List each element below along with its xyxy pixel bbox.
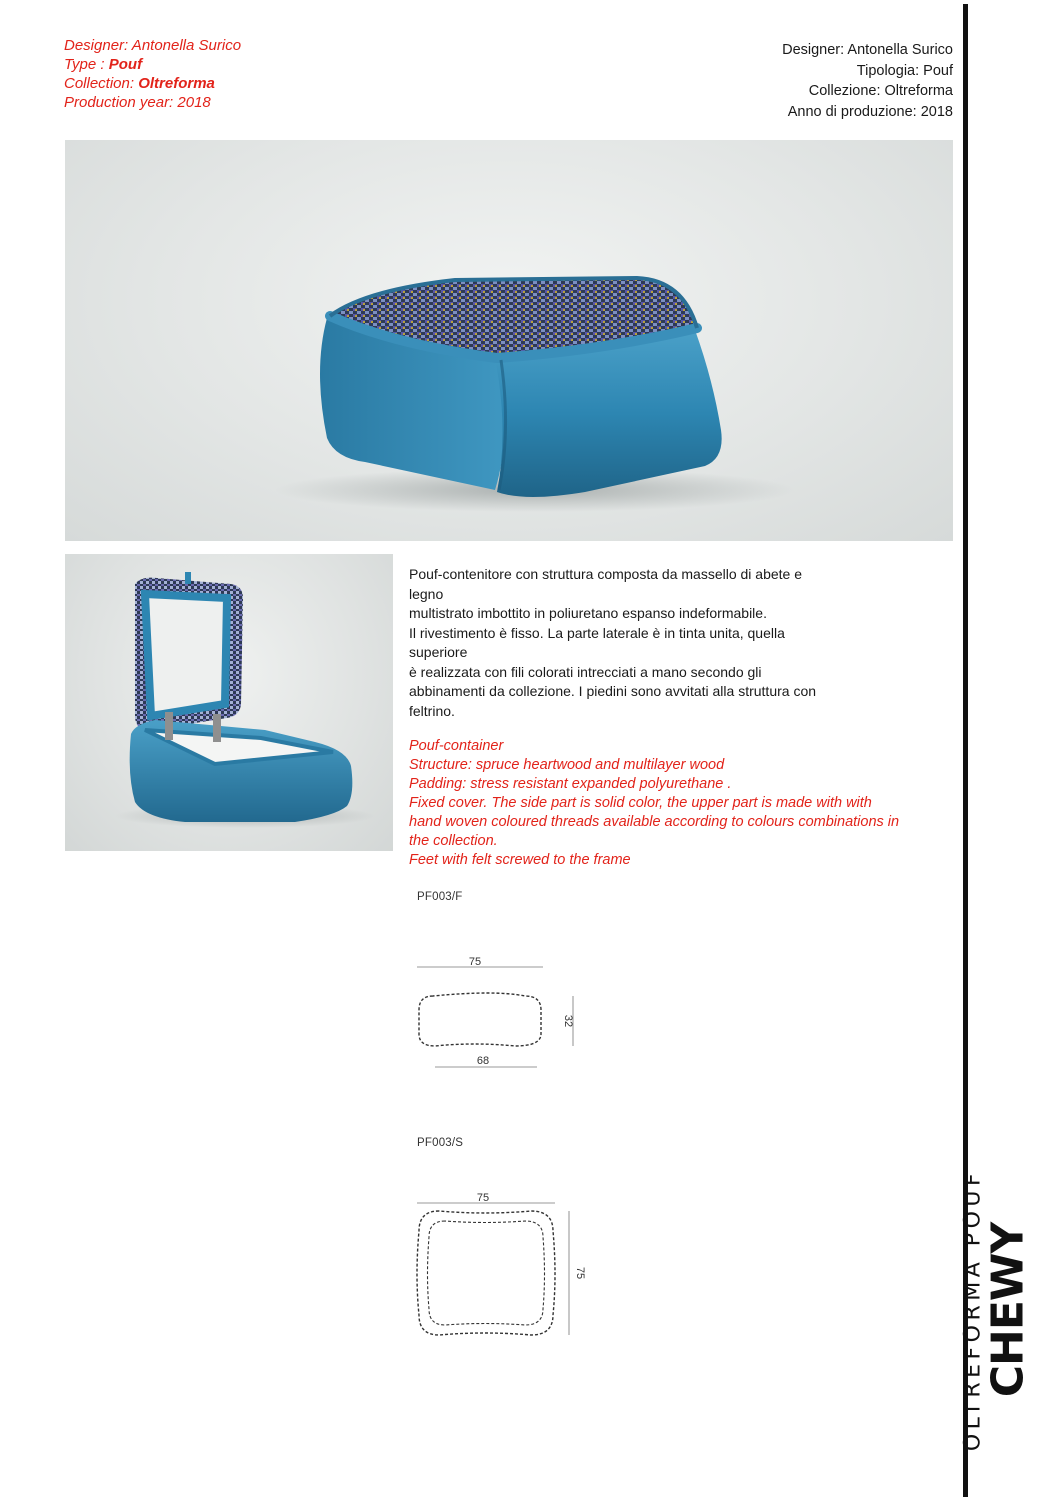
description-it-line: multistrato imbottito in poliuretano espanso indeformabile. xyxy=(409,605,767,621)
vertical-branding xyxy=(920,1130,1034,1490)
dim-top-depth: 75 xyxy=(574,1266,586,1280)
pouf-open-illustration xyxy=(65,554,393,851)
drawing-code-front: PF003/F xyxy=(417,891,463,903)
description-en xyxy=(409,737,957,870)
pouf-open-photo xyxy=(65,554,393,851)
description-it-line: feltrino. xyxy=(409,702,455,719)
dim-front-width-bottom: 68 xyxy=(476,1055,490,1067)
description-en-line: hand woven coloured threads available according to colours combinations in xyxy=(409,814,900,830)
product-info-it xyxy=(782,40,953,122)
dim-front-height: 32 xyxy=(562,1014,574,1028)
dim-front-width-top: 75 xyxy=(468,956,482,968)
description-it-line: legno xyxy=(409,585,444,602)
description-en-line: Structure: spruce heartwood and multilayer wood xyxy=(409,757,725,773)
brand-logo-vertical xyxy=(982,1130,1034,1490)
description-it-line: Pouf-contenitore con struttura composta da massello di abete e xyxy=(409,566,802,582)
front-view-drawing xyxy=(405,950,595,1080)
description-it-line: è realizzata con fili colorati intrecciati a mano secondo gli xyxy=(409,663,762,680)
description-en-line: the collection. xyxy=(409,833,498,849)
type-en: Type : Pouf xyxy=(64,56,143,73)
collection-title-text: OLTREFORMA POUF xyxy=(960,1168,986,1452)
description-en-line: Pouf-container xyxy=(409,738,504,754)
description-it xyxy=(409,565,859,721)
collezione-it: Collezione: Oltreforma xyxy=(808,83,953,99)
designer-it: Designer: Antonella Surico xyxy=(782,42,953,58)
description-en-line: Feet with felt screwed to the frame xyxy=(409,852,631,868)
collection-en: Collection: Oltreforma xyxy=(64,75,215,92)
brand-logo-text: CHEWY xyxy=(982,1222,1034,1398)
description-en-line: Fixed cover. The side part is solid color, the upper part is made with with xyxy=(409,795,872,811)
year-en: Production year: 2018 xyxy=(64,94,211,111)
pouf-closed-illustration xyxy=(65,140,953,541)
description-it-line: abbinamenti da collezione. I piedini sono avvitati alla struttura con xyxy=(409,683,817,699)
description-en-line: Padding: stress resistant expanded polyurethane . xyxy=(409,776,732,792)
dim-top-width: 75 xyxy=(476,1192,490,1204)
anno-it: Anno di produzione: 2018 xyxy=(787,103,953,120)
tipologia-it: Tipologia: Pouf xyxy=(856,62,953,79)
description-it-line: Il rivestimento è fisso. La parte laterale è in tinta unita, quella xyxy=(409,624,785,641)
description-it-line: superiore xyxy=(409,644,468,660)
pouf-main-photo xyxy=(65,140,953,541)
top-view-drawing xyxy=(405,1185,595,1345)
designer-en: Designer: Antonella Surico xyxy=(64,37,242,54)
drawing-code-top: PF003/S xyxy=(417,1137,464,1149)
product-info-en xyxy=(64,36,241,112)
